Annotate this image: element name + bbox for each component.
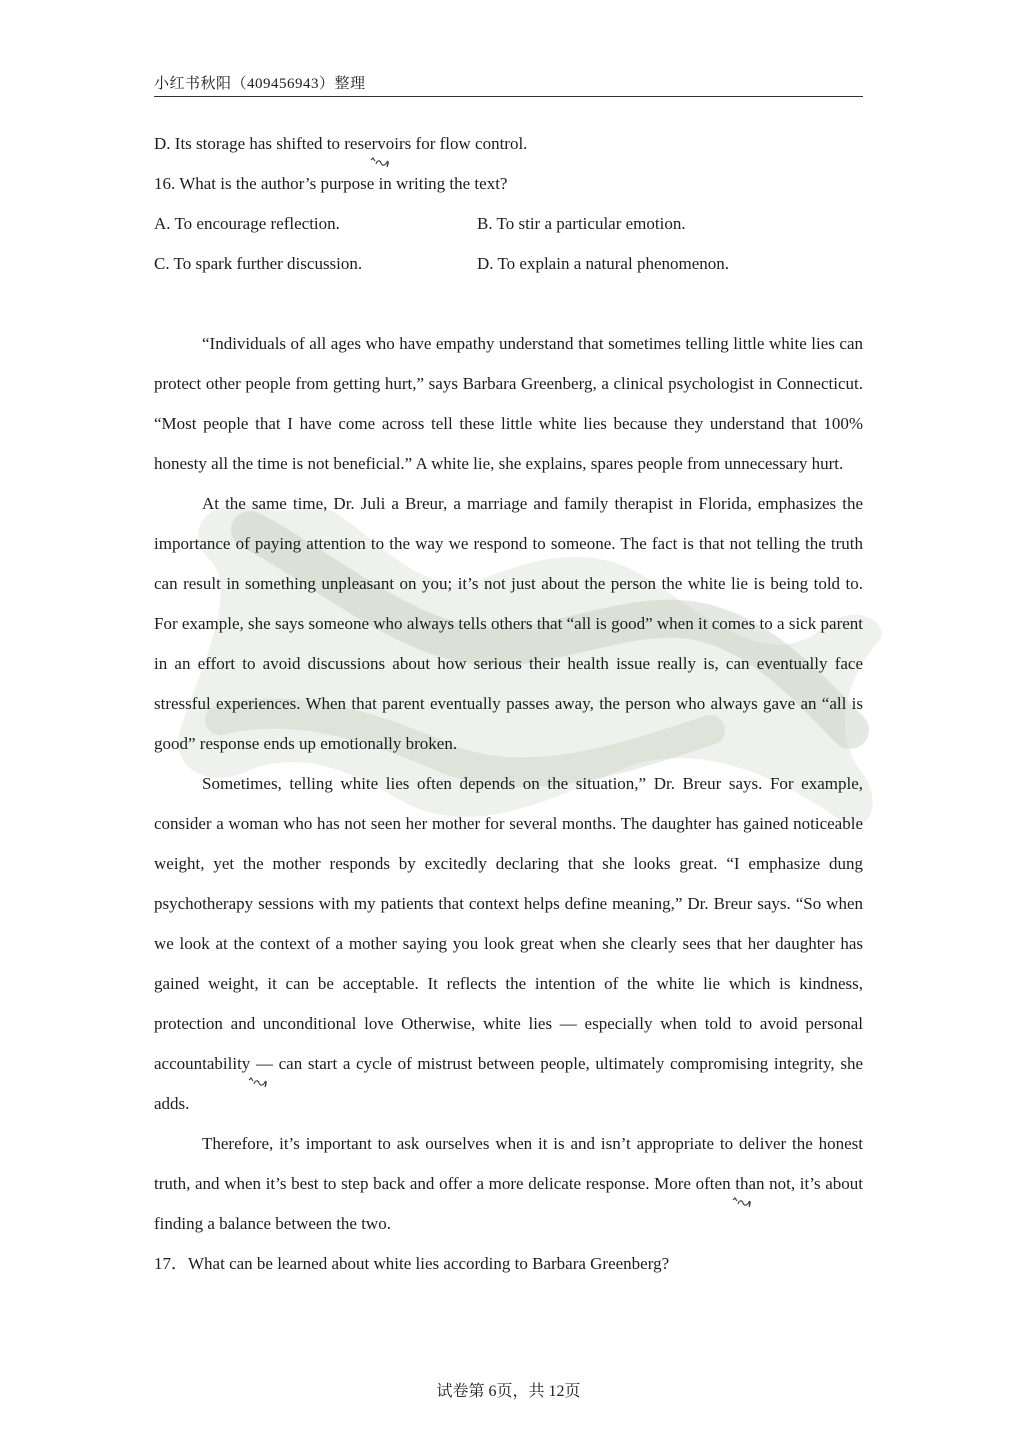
q16-options-row-1 [154, 204, 863, 244]
q16-option-c: C. To spark further discussion. [154, 254, 363, 273]
handwritten-mark-1 [369, 156, 391, 170]
passage-paragraph-1: “Individuals of all ages who have empathy understand that sometimes telling little white lies can protect other people from getting hurt,” says Barbara Greenberg, a clinical psychologist in Connecticut. “Most people that I have come across tell these little white lies because they understand that 100% honesty all the time is not beneficial.” A white lie, she explains, spares people from unnecessary hurt. [154, 334, 863, 473]
q16-option-b: B. To stir a particular emotion. [477, 214, 686, 233]
page-content [154, 124, 863, 1284]
q16-stem: 16. What is the author’s purpose in writing the text? [154, 174, 508, 193]
q15-option-d: D. Its storage has shifted to reservoirs for flow control. [154, 134, 528, 153]
section-gap [154, 284, 863, 324]
page-footer: 试卷第 6页，共 12页 [436, 1383, 581, 1400]
q16-options-row-2 [154, 244, 863, 284]
page-header: 小红书秋阳（409456943）整理 [154, 72, 863, 97]
handwritten-mark-2 [247, 1076, 269, 1090]
q16-option-d: D. To explain a natural phenomenon. [477, 254, 730, 273]
handwritten-mark-3 [731, 1196, 753, 1210]
passage-paragraph-3: Sometimes, telling white lies often depends on the situation,” Dr. Breur says. For example, consider a woman who has not seen her mother for several months. The daughter has gained noticeable weight, yet the mother responds by excitedly declaring that she looks great. “I emphasize dung psychotherapy sessions with my patients that context helps define meaning,” Dr. Breur says. “So when we look at the context of a mother saying you look great when she clearly sees that her daughter has gained weight, it can be acceptable. It reflects the intention of the white lie which is kindness, protection and unconditional love Otherwise, white lies — especially when told to avoid personal accountability — can start a cycle of mistrust between people, ultimately compromising integrity, she adds. [154, 774, 863, 1113]
passage-paragraph-4: Therefore, it’s important to ask ourselves when it is and isn’t appropriate to deliver the honest truth, and when it’s best to step back and offer a more delicate response. More often than not, it’s about finding a balance between the two. [154, 1134, 863, 1233]
q17-stem: 17．What can be learned about white lies according to Barbara Greenberg? [154, 1254, 670, 1273]
q16-option-a: A. To encourage reflection. [154, 214, 340, 233]
passage-paragraph-2: At the same time, Dr. Juli a Breur, a marriage and family therapist in Florida, emphasizes the importance of paying attention to the way we respond to someone. The fact is that not telling the truth can result in something unpleasant on you; it’s not just about the person the white lie is being told to. For example, she says someone who always tells others that “all is good” when it comes to a sick parent in an effort to avoid discussions about how serious their health issue really is, can eventually face stressful experiences. When that parent eventually passes away, the person who always gave an “all is good” response ends up emotionally broken. [154, 494, 863, 753]
